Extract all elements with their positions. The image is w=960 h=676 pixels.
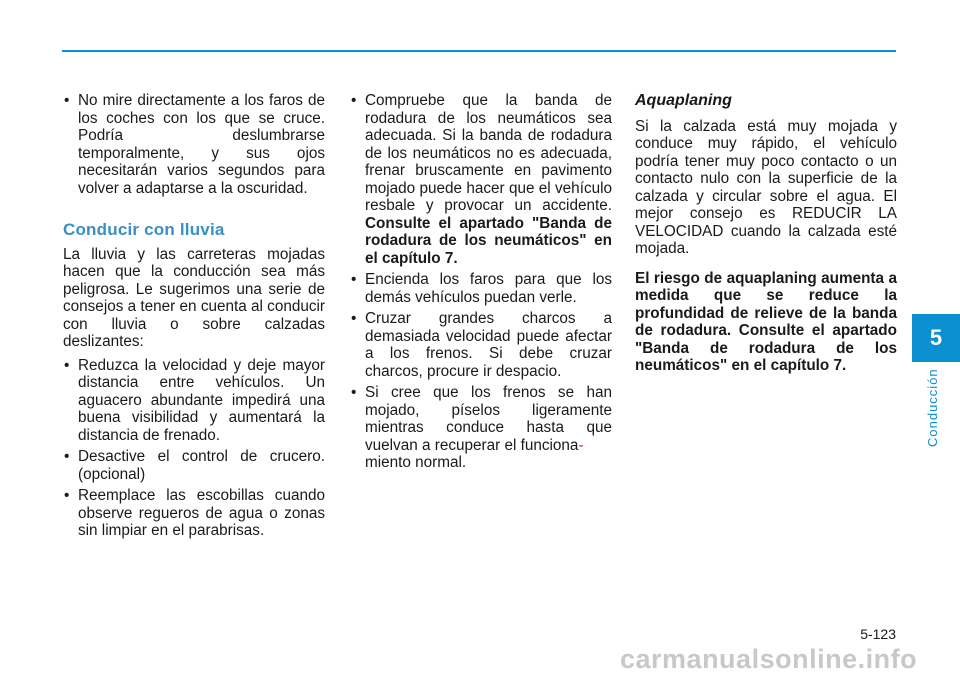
- section-heading: Conducir con lluvia: [63, 220, 225, 239]
- header-rule: [62, 50, 896, 52]
- wet-brakes-end: miento normal.: [365, 454, 467, 471]
- tire-tread-text: Compruebe que la banda de rodadura de los neumáticos sea adecuada. Si la banda de rodadura de los neumáticos no es adecuada, frenar bruscamente en pavimento mojado puede hacer que el vehículo resbale y provocar un accidente.: [365, 92, 612, 214]
- bullet-list-rain: [63, 357, 325, 540]
- bullet-list-top: [63, 92, 325, 197]
- watermark: carmanualsonline.info: [620, 644, 918, 674]
- chapter-tab: 5: [912, 314, 960, 362]
- section-intro: La lluvia y las carreteras mojadas hacen que la conducción sea más peligrosa. Le sugerimos una serie de consejos a tener en cuenta al conducir con lluvia o sobre calzadas deslizantes:: [63, 245, 325, 350]
- bullet-puddles: • Cruzar grandes charcos a demasiada velocidad puede afectar a los frenos. Si debe cruzar charcos, procure ir despacio.: [350, 310, 612, 380]
- chapter-label: Conducción: [925, 368, 940, 447]
- bullet-list-middle: [350, 92, 612, 472]
- hyphen-mark: -: [578, 436, 584, 454]
- aquaplaning-heading: Aquaplaning: [635, 92, 732, 109]
- column-right: [635, 92, 897, 381]
- tire-tread-reference: Consulte el apartado "Banda de rodadura de los neumáticos" en el capítulo 7.: [365, 214, 612, 267]
- bullet-headlights-glare: • No mire directamente a los faros de los coches con los que se cruce. Podría deslumbrarse temporalmente, y sus ojos necesitarán varios segundos para volver a adaptarse a la oscuridad.: [63, 92, 325, 197]
- aquaplaning-paragraph: Si la calzada está muy mojada y conduce muy rápido, el vehículo podría tener muy poco contacto o un contacto nulo con la superficie de la calzada y circular sobre el agua. El mejor consejo es REDUCIR LA VELOCIDAD cuando la calzada esté mojada.: [635, 117, 897, 257]
- bullet-headlights-on: • Encienda los faros para que los demás vehículos puedan verle.: [350, 271, 612, 306]
- column-middle: [350, 92, 612, 476]
- column-left: [63, 92, 325, 544]
- aquaplaning-warning: El riesgo de aquaplaning aumenta a medida que se reduce la profundidad de relieve de la banda de rodadura. Consulte el apartado "Banda de rodadura de los neumáticos" en el capítulo 7.: [635, 269, 897, 374]
- bullet-wet-brakes: [350, 384, 612, 472]
- page-number: 5-123: [860, 626, 896, 642]
- bullet-tire-tread: [350, 92, 612, 267]
- bullet-reduce-speed: • Reduzca la velocidad y deje mayor distancia entre vehículos. Un aguacero abundante impedirá una buena visibilidad y aumentará la distancia de frenado.: [63, 357, 325, 445]
- wet-brakes-text: Si cree que los frenos se han mojado, píselos ligeramente mientras conduce hasta que vuelvan a recuperar el funciona: [365, 384, 612, 454]
- bullet-wipers: • Reemplace las escobillas cuando observe regueros de agua o zonas sin limpiar en el parabrisas.: [63, 487, 325, 540]
- bullet-cruise-control: • Desactive el control de crucero. (opcional): [63, 448, 325, 483]
